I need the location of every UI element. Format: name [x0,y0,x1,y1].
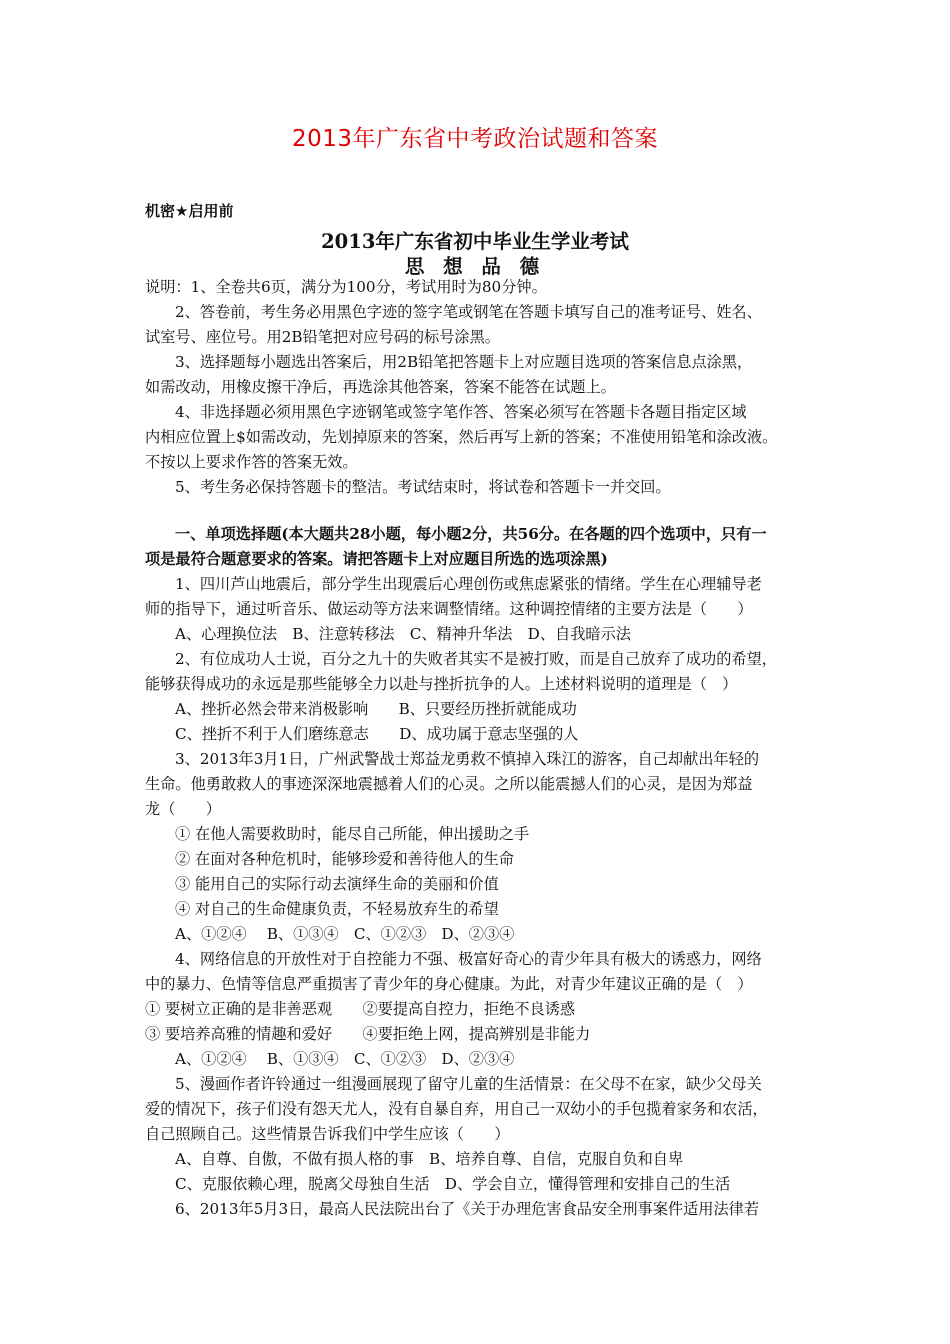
option-line: A、①②④ B、①③④ C、①②③ D、②③④ [175,1050,515,1068]
statement-line: ③ 要培养高雅的情趣和爱好 ④要拒绝上网，提高辨别是非能力 [145,1025,591,1043]
instruction-line: 内相应位置上$如需改动，先划掉原来的答案，然后再写上新的答案；不准使用铅笔和涂改液。 [145,428,778,446]
option-line: C、克服依赖心理，脱离父母独自生活 D、学会自立，懂得管理和安排自己的生活 [175,1175,731,1193]
option-line: C、挫折不利于人们磨练意志 D、成功属于意志坚强的人 [175,725,579,743]
statement-line: ② 在面对各种危机时，能够珍爱和善待他人的生命 [175,850,514,868]
instruction-line: 5、考生务必保持答题卡的整洁。考试结束时，将试卷和答题卡一并交回。 [175,478,671,496]
option-line: A、自尊、自傲，不做有损人格的事 B、培养自尊、自信，克服自负和自卑 [175,1150,684,1168]
option-line: A、心理换位法 B、注意转移法 C、精神升华法 D、自我暗示法 [175,625,631,643]
question-line: 2、有位成功人士说，百分之九十的失败者其实不是被打败，而是自己放弃了成功的希望， [175,650,777,668]
statement-line: ① 要树立正确的是非善恶观 ②要提高自控力，拒绝不良诱惑 [145,1000,576,1018]
instruction-line: 3、选择题每小题选出答案后，用2B铅笔把答题卡上对应题目选项的答案信息点涂黑， [175,353,753,371]
option-line: A、挫折必然会带来消极影响 B、只要经历挫折就能成功 [175,700,577,718]
statement-line: ③ 能用自己的实际行动去演绎生命的美丽和价值 [175,875,499,893]
spacer [145,500,825,522]
statement-line: ① 在他人需要救助时，能尽自己所能，伸出援助之手 [175,825,530,843]
instruction-line: 不按以上要求作答的答案无效。 [145,453,358,471]
question-line: 5、漫画作者许铃通过一组漫画展现了留守儿童的生活情景：在父母不在家，缺少父母关 [175,1075,762,1093]
section-heading: 一、单项选择题(本大题共28小题，每小题2分，共56分。在各题的四个选项中，只有一 [175,525,767,543]
question-line: 1、四川芦山地震后，部分学生出现震后心理创伤或焦虑紧张的情绪。学生在心理辅导老 [175,575,762,593]
question-line: 6、2013年5月3日，最高人民法院出台了《关于办理危害食品安全刑事案件适用法律若 [175,1200,760,1218]
question-line: 中的暴力、色情等信息严重损害了青少年的身心健康。为此，对青少年建议正确的是（ ） [145,975,753,993]
question-line: 能够获得成功的永远是那些能够全力以赴与挫折抗争的人。上述材料说明的道理是（ ） [145,675,738,693]
instruction-line: 如需改动，用橡皮擦干净后，再选涂其他答案，答案不能答在试题上。 [145,378,616,396]
confidential-label: 机密★启用前 [145,202,234,220]
instruction-line: 4、非选择题必须用黑色字迹钢笔或签字笔作答、答案必须写在答题卡各题目指定区域 [175,403,747,421]
document-title: 2013年广东省中考政治试题和答案 [291,126,659,152]
question-line: 4、网络信息的开放性对于自控能力不强、极富好奇心的青少年具有极大的诱惑力，网络 [175,950,762,968]
question-line: 3、2013年3月1日，广州武警战士郑益龙勇救不慎掉入珠江的游客，自己却献出年轻的 [175,750,760,768]
subject-title: 思 想 品 德 [404,255,546,278]
exam-title: 2013年广东省初中毕业生学业考试 [321,230,629,253]
statement-line: ④ 对自己的生命健康负责，不轻易放弃生的希望 [175,900,499,918]
document-body [145,275,825,1222]
instruction-line: 说明：1、全卷共6页，满分为100分，考试用时为80分钟。 [145,278,547,296]
question-line: 自己照顾自己。这些情景告诉我们中学生应该（ ） [145,1125,510,1143]
section-heading: 项是最符合题意要求的答案。请把答题卡上对应题目所选的选项涂黑) [145,550,608,568]
question-line: 生命。他勇敢救人的事迹深深地震撼着人们的心灵。之所以能震撼人们的心灵，是因为郑益 [145,775,753,793]
question-line: 爱的情况下，孩子们没有怨天尤人，没有自暴自弃，用自己一双幼小的手包揽着家务和农活， [145,1100,768,1118]
instruction-line: 试室号、座位号。用2B铅笔把对应号码的标号涂黑。 [145,328,500,346]
question-line: 龙（ ） [145,800,221,818]
question-line: 师的指导下，通过听音乐、做运动等方法来调整情绪。这种调控情绪的主要方法是（ ） [145,600,753,618]
option-line: A、①②④ B、①③④ C、①②③ D、②③④ [175,925,515,943]
instruction-line: 2、答卷前，考生务必用黑色字迹的签字笔或钢笔在答题卡填写自己的准考证号、姓名、 [175,303,762,321]
